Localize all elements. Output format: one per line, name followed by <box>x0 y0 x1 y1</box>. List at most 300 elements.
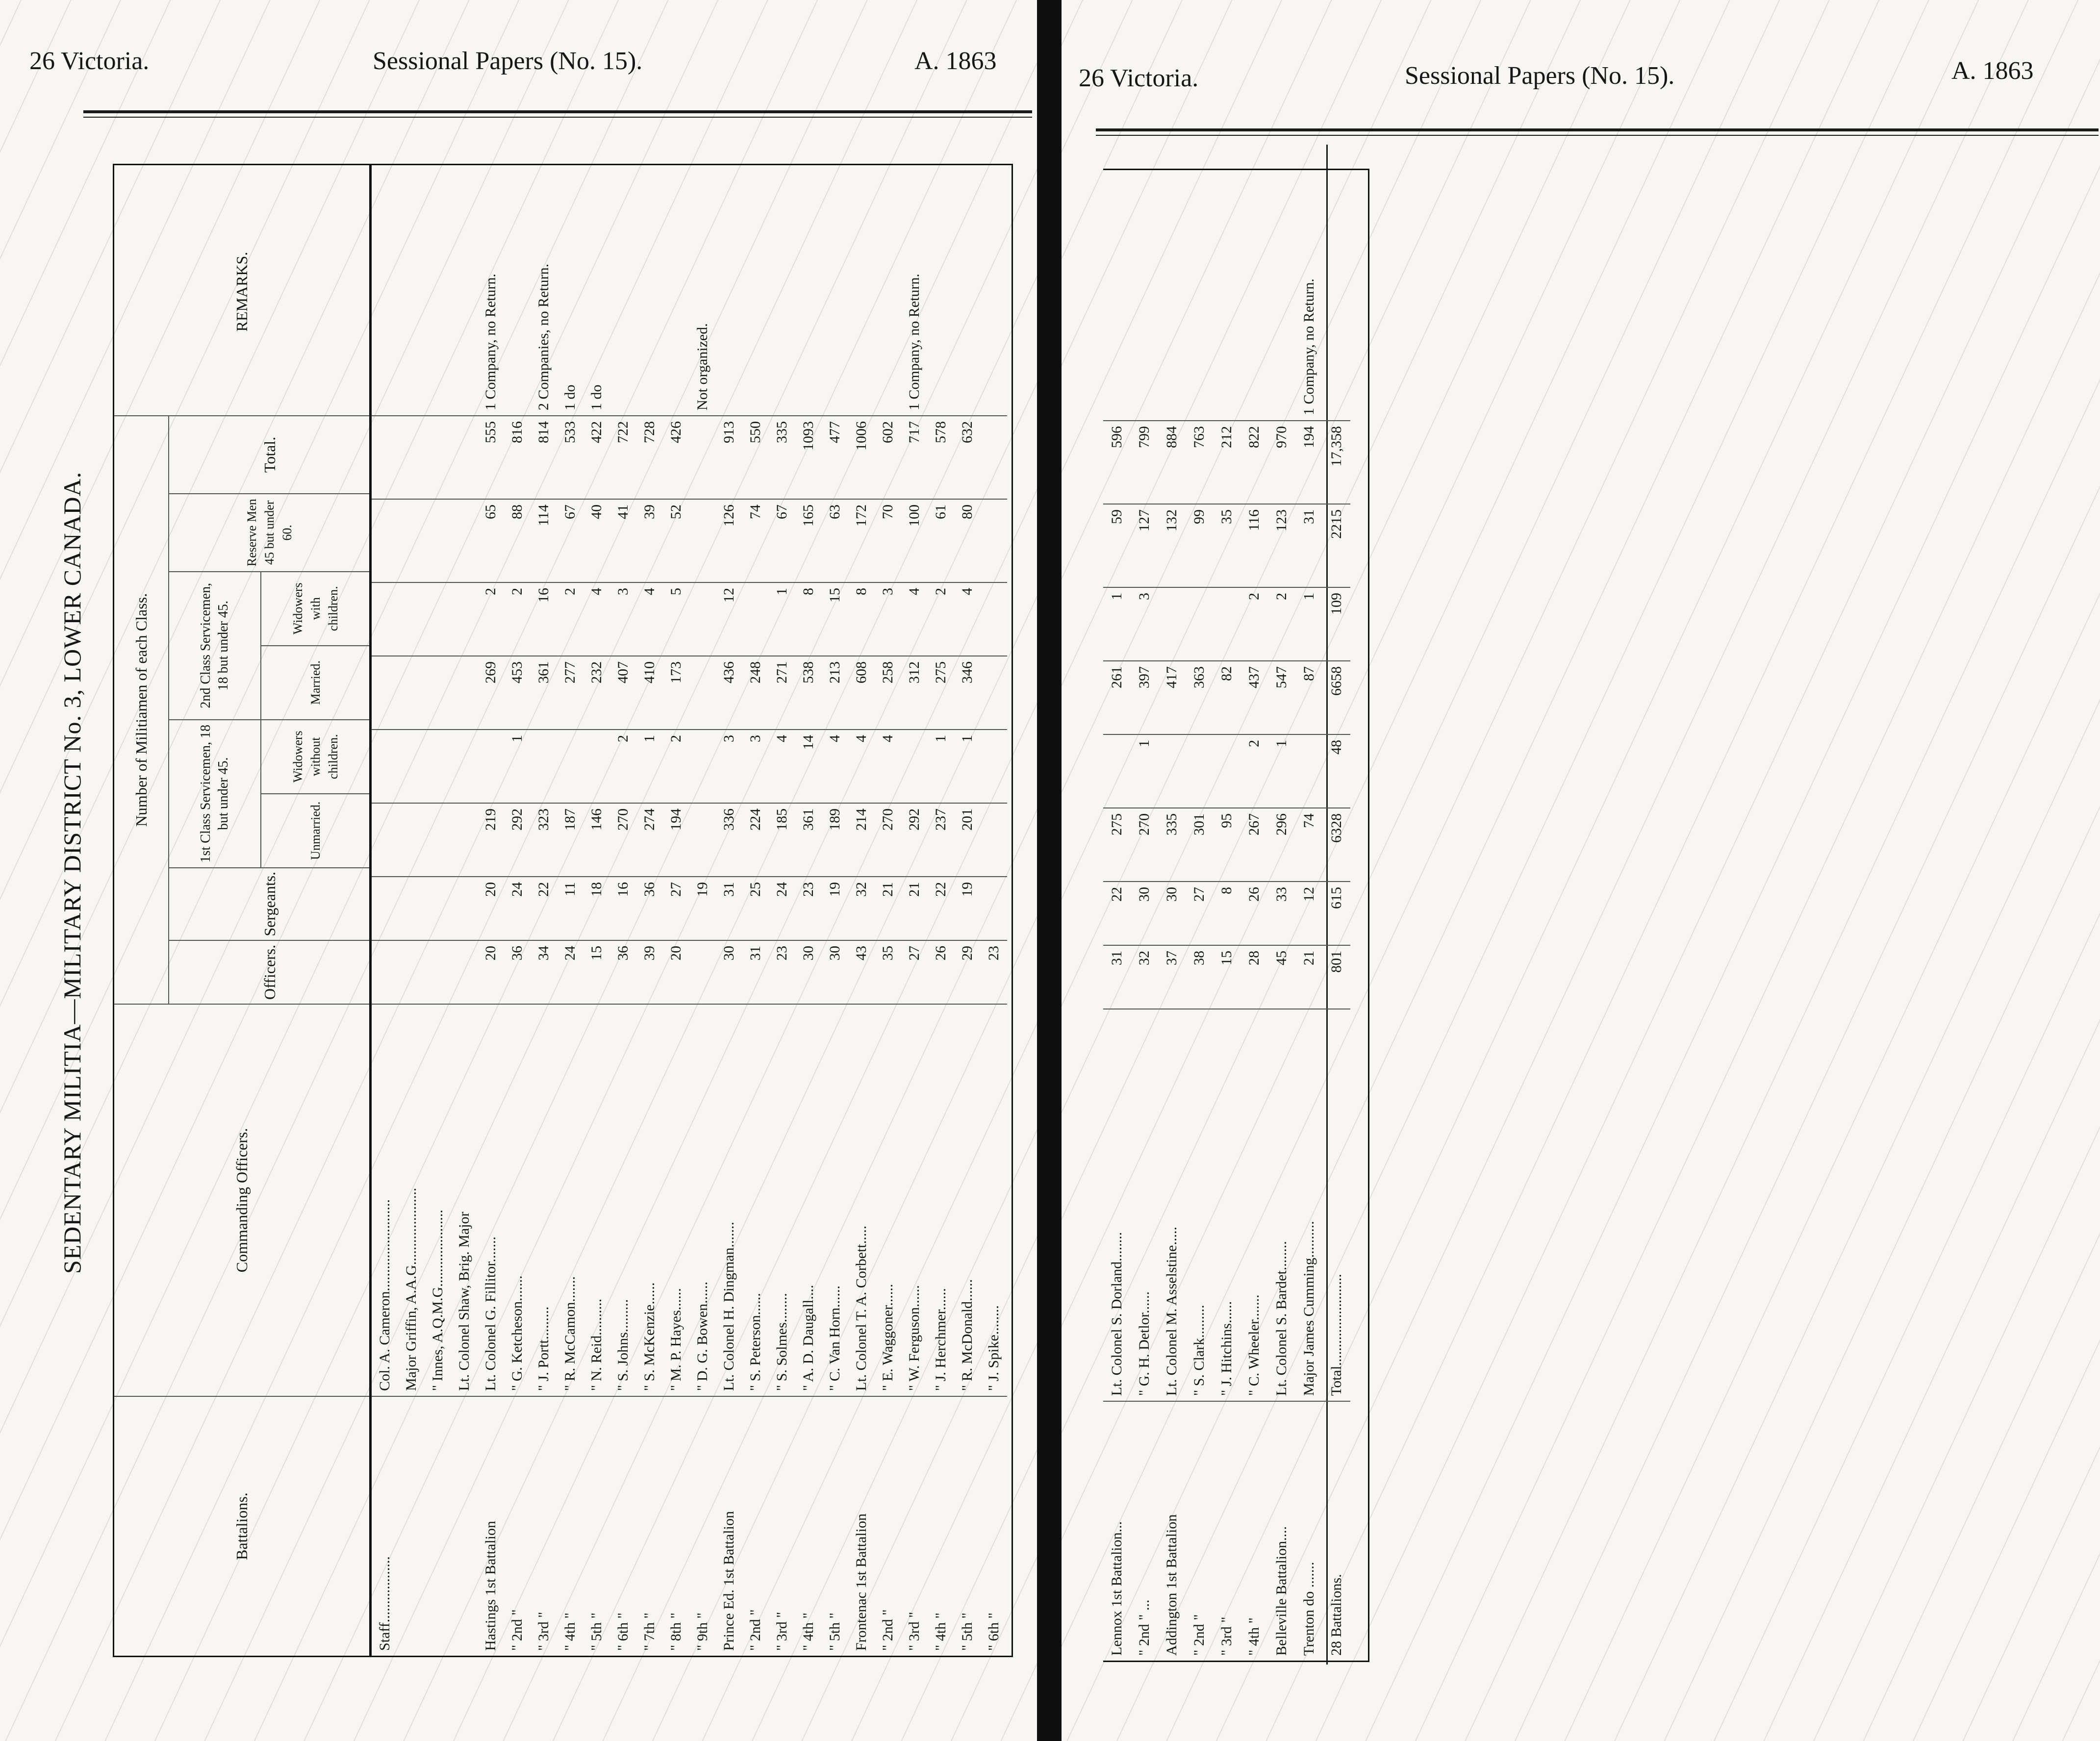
cell-widowers-without <box>1103 734 1131 807</box>
cell-married: 277 <box>557 656 583 729</box>
cell-unmarried: 146 <box>583 803 610 876</box>
cell-married: 82 <box>1213 660 1240 734</box>
cell-officers <box>689 940 716 1004</box>
cell-battalion: Staff.................. <box>372 1396 398 1656</box>
cell-officers: 21 <box>1295 945 1323 1009</box>
cell-officer: " W. Ferguson...... <box>901 1004 928 1396</box>
cell-battalion: " 5th " <box>583 1396 610 1656</box>
cell-remarks <box>981 168 1007 415</box>
table-row <box>875 165 901 1656</box>
header-left: 26 Victoria. <box>1079 64 1199 92</box>
cell-sergeants: 23 <box>795 876 822 940</box>
table-row <box>1158 170 1186 1661</box>
cell-officer: " S. Solmes........ <box>769 1004 795 1396</box>
cell-remarks <box>451 168 478 415</box>
cell-sergeants <box>425 876 451 940</box>
cell-widowers-with <box>372 582 398 656</box>
cell-reserve <box>425 499 451 582</box>
table-row <box>372 165 398 1656</box>
cell-battalion: " 4th " <box>557 1396 583 1656</box>
cell-widowers-with: 8 <box>848 582 875 656</box>
cell-married: 6658 <box>1323 660 1350 734</box>
col-commanding-officers: Commanding Officers. <box>114 1004 369 1396</box>
cell-officers: 27 <box>901 940 928 1004</box>
cell-total <box>425 415 451 499</box>
cell-unmarried: 95 <box>1213 807 1240 881</box>
cell-remarks <box>398 168 425 415</box>
cell-total: 1006 <box>848 415 875 499</box>
table-row <box>557 165 583 1656</box>
cell-reserve: 116 <box>1240 504 1268 587</box>
cell-total: 884 <box>1158 420 1186 504</box>
cell-battalion: Frontenac 1st Battalion <box>848 1396 875 1656</box>
cell-officer: Lt. Colonel S. Dorland........ <box>1103 1009 1131 1401</box>
cell-married: 436 <box>716 656 742 729</box>
cell-sergeants: 22 <box>928 876 954 940</box>
col-officers: Officers. <box>169 940 369 1004</box>
cell-sergeants: 11 <box>557 876 583 940</box>
col-first-class: 1st Class Servicemen, 18 but under 45. <box>169 720 261 867</box>
cell-officer: " J. Portt......... <box>531 1004 557 1396</box>
cell-sergeants: 31 <box>716 876 742 940</box>
cell-officer: Col. A. Cameron......................... <box>372 1004 398 1396</box>
cell-battalion: " 8th " <box>663 1396 689 1656</box>
header-right: A. 1863 <box>1951 57 2034 85</box>
cell-total: 550 <box>742 415 769 499</box>
cell-officer: Total......................... <box>1323 1009 1350 1401</box>
cell-reserve: 67 <box>557 499 583 582</box>
cell-officers: 36 <box>504 940 531 1004</box>
militia-table-continued <box>1103 169 1369 1662</box>
cell-married: 173 <box>663 656 689 729</box>
cell-sergeants <box>372 876 398 940</box>
cell-unmarried: 185 <box>769 803 795 876</box>
cell-battalion: 28 Battalions. <box>1323 1401 1350 1661</box>
cell-total <box>981 415 1007 499</box>
cell-widowers-with: 2 <box>478 582 504 656</box>
cell-total: 799 <box>1131 420 1158 504</box>
cell-unmarried: 274 <box>636 803 663 876</box>
cell-unmarried: 323 <box>531 803 557 876</box>
cell-widowers-with: 4 <box>954 582 981 656</box>
cell-remarks <box>716 168 742 415</box>
cell-remarks: Not organized. <box>694 323 710 410</box>
cell-total: 335 <box>769 415 795 499</box>
cell-battalion: Hastings 1st Battalion <box>478 1396 504 1656</box>
cell-widowers-without: 1 <box>928 729 954 803</box>
cell-officers: 37 <box>1158 945 1186 1009</box>
cell-reserve: 132 <box>1158 504 1186 587</box>
cell-widowers-with <box>1213 587 1240 660</box>
header-right: A. 1863 <box>914 47 997 75</box>
cell-unmarried: 270 <box>1131 807 1158 881</box>
cell-officer: " C. Wheeler....... <box>1240 1009 1268 1401</box>
cell-officer: " N. Reid.......... <box>583 1004 610 1396</box>
cell-total: 422 <box>583 415 610 499</box>
cell-widowers-with: 2 <box>557 582 583 656</box>
cell-remarks <box>848 168 875 415</box>
cell-unmarried: 361 <box>795 803 822 876</box>
table-row <box>848 165 875 1656</box>
cell-widowers-without <box>1186 734 1213 807</box>
table-row <box>1295 170 1323 1661</box>
cell-widowers-without: 3 <box>742 729 769 803</box>
cell-remarks <box>1213 173 1240 420</box>
cell-officers: 45 <box>1268 945 1295 1009</box>
cell-married: 271 <box>769 656 795 729</box>
cell-battalion: Trenton do ....... <box>1295 1401 1323 1661</box>
cell-battalion: " 5th " <box>822 1396 848 1656</box>
cell-battalion: " 5th " <box>954 1396 981 1656</box>
cell-sergeants: 19 <box>954 876 981 940</box>
cell-officer: " S. Johns......... <box>610 1004 636 1396</box>
cell-officers: 35 <box>875 940 901 1004</box>
cell-remarks <box>1323 173 1350 420</box>
cell-widowers-without <box>451 729 478 803</box>
cell-unmarried <box>689 803 716 876</box>
cell-sergeants: 21 <box>875 876 901 940</box>
cell-officer: " G. Ketcheson....... <box>504 1004 531 1396</box>
cell-remarks <box>1158 173 1186 420</box>
cell-officer: Lt. Colonel S. Bardet........ <box>1268 1009 1295 1401</box>
cell-total: 426 <box>663 415 689 499</box>
cell-widowers-without <box>901 729 928 803</box>
cell-sergeants: 24 <box>769 876 795 940</box>
cell-sergeants: 26 <box>1240 881 1268 945</box>
cell-widowers-without: 2 <box>1240 734 1268 807</box>
cell-reserve: 63 <box>822 499 848 582</box>
cell-widowers-without: 48 <box>1323 734 1350 807</box>
cell-officers: 15 <box>1213 945 1240 1009</box>
cell-officer: " J. Hitchins...... <box>1213 1009 1240 1401</box>
cell-widowers-with <box>398 582 425 656</box>
cell-officers: 23 <box>769 940 795 1004</box>
cell-widowers-without <box>425 729 451 803</box>
col-total: Total. <box>261 436 278 473</box>
header-rule <box>83 110 1032 113</box>
cell-total: 632 <box>954 415 981 499</box>
cell-married <box>451 656 478 729</box>
cell-widowers-with: 5 <box>663 582 689 656</box>
cell-married <box>689 656 716 729</box>
cell-battalion: Belleville Battalion.... <box>1268 1401 1295 1661</box>
cell-reserve: 31 <box>1295 504 1323 587</box>
cell-officers: 26 <box>928 940 954 1004</box>
cell-remarks: 1 Company, no Return. <box>482 274 499 410</box>
cell-remarks: 1 Company, no Return. <box>1301 278 1317 415</box>
cell-widowers-with <box>1158 587 1186 660</box>
cell-widowers-without <box>1295 734 1323 807</box>
cell-married: 437 <box>1240 660 1268 734</box>
cell-remarks <box>372 168 398 415</box>
cell-reserve: 80 <box>954 499 981 582</box>
cell-widowers-with <box>689 582 716 656</box>
cell-widowers-without: 4 <box>769 729 795 803</box>
table-row <box>663 165 689 1656</box>
cell-officers <box>398 940 425 1004</box>
table-body <box>1103 170 1350 1661</box>
cell-officer: " G. H. Detlor...... <box>1131 1009 1158 1401</box>
cell-widowers-without: 1 <box>1268 734 1295 807</box>
cell-battalion: " 2nd " <box>742 1396 769 1656</box>
cell-battalion: " 4th " <box>795 1396 822 1656</box>
cell-widowers-without: 1 <box>1131 734 1158 807</box>
table-row <box>716 165 742 1656</box>
cell-unmarried: 214 <box>848 803 875 876</box>
cell-sergeants: 8 <box>1213 881 1240 945</box>
cell-officer: " D. G. Bowen...... <box>689 1004 716 1396</box>
table-row <box>1131 170 1158 1661</box>
cell-widowers-with: 2 <box>928 582 954 656</box>
cell-unmarried: 201 <box>954 803 981 876</box>
cell-unmarried <box>425 803 451 876</box>
cell-unmarried <box>451 803 478 876</box>
cell-married: 397 <box>1131 660 1158 734</box>
cell-widowers-with: 2 <box>504 582 531 656</box>
cell-married: 410 <box>636 656 663 729</box>
cell-widowers-with: 3 <box>610 582 636 656</box>
table-row <box>398 165 425 1656</box>
cell-sergeants: 19 <box>689 876 716 940</box>
table-header <box>114 165 372 1656</box>
cell-widowers-with <box>1186 587 1213 660</box>
cell-total: 763 <box>1186 420 1213 504</box>
header-left: 26 Victoria. <box>29 47 150 75</box>
cell-remarks: 1 do <box>562 384 578 410</box>
cell-reserve: 67 <box>769 499 795 582</box>
cell-widowers-with: 3 <box>1131 587 1158 660</box>
cell-sergeants: 30 <box>1131 881 1158 945</box>
page-title: SEDENTARY MILITIA—MILITARY DISTRICT No. 3, LOWER CANADA. <box>58 471 86 1274</box>
cell-officer: " R. McDonald...... <box>954 1004 981 1396</box>
cell-sergeants <box>451 876 478 940</box>
table-row <box>504 165 531 1656</box>
cell-officers: 23 <box>981 940 1007 1004</box>
header-center: Sessional Papers (No. 15). <box>373 47 643 75</box>
cell-officers: 30 <box>716 940 742 1004</box>
cell-officers: 20 <box>478 940 504 1004</box>
cell-officer: " S. Peterson...... <box>742 1004 769 1396</box>
cell-reserve <box>372 499 398 582</box>
cell-officer: Lt. Colonel M. Asselstine..... <box>1158 1009 1186 1401</box>
table-row <box>1268 170 1295 1661</box>
table-row <box>451 165 478 1656</box>
cell-reserve: 88 <box>504 499 531 582</box>
cell-remarks <box>1186 173 1213 420</box>
cell-officer: Major James Cumming.......... <box>1295 1009 1323 1401</box>
cell-widowers-with: 1 <box>1103 587 1131 660</box>
cell-sergeants: 21 <box>901 876 928 940</box>
cell-battalion: " 4th " <box>1240 1401 1268 1661</box>
cell-officers: 39 <box>636 940 663 1004</box>
cell-widowers-without <box>531 729 557 803</box>
cell-officers: 31 <box>1103 945 1131 1009</box>
cell-reserve <box>981 499 1007 582</box>
cell-officer: Major Griffin, A.A.G..................... <box>398 1004 425 1396</box>
cell-total <box>372 415 398 499</box>
cell-widowers-without: 3 <box>716 729 742 803</box>
cell-remarks <box>1268 173 1295 420</box>
cell-reserve: 52 <box>663 499 689 582</box>
cell-widowers-without <box>478 729 504 803</box>
cell-battalion <box>451 1396 478 1656</box>
cell-officers <box>451 940 478 1004</box>
cell-remarks <box>875 168 901 415</box>
cell-widowers-without <box>1158 734 1186 807</box>
cell-battalion: " 2nd " <box>504 1396 531 1656</box>
table-row <box>636 165 663 1656</box>
cell-married: 538 <box>795 656 822 729</box>
cell-remarks <box>1131 173 1158 420</box>
cell-reserve: 99 <box>1186 504 1213 587</box>
cell-total: 555 <box>478 415 504 499</box>
cell-sergeants: 25 <box>742 876 769 940</box>
cell-remarks <box>928 168 954 415</box>
cell-widowers-without: 1 <box>954 729 981 803</box>
cell-officers: 36 <box>610 940 636 1004</box>
table-row <box>531 165 557 1656</box>
cell-married: 312 <box>901 656 928 729</box>
cell-battalion <box>398 1396 425 1656</box>
cell-widowers-with: 16 <box>531 582 557 656</box>
cell-unmarried <box>981 803 1007 876</box>
cell-reserve: 2215 <box>1323 504 1350 587</box>
cell-married <box>398 656 425 729</box>
cell-remarks <box>954 168 981 415</box>
cell-remarks <box>610 168 636 415</box>
cell-officer: " M. P. Hayes...... <box>663 1004 689 1396</box>
table-row <box>795 165 822 1656</box>
cell-reserve: 59 <box>1103 504 1131 587</box>
cell-remarks <box>425 168 451 415</box>
cell-total: 913 <box>716 415 742 499</box>
cell-battalion: " 3rd " <box>901 1396 928 1656</box>
cell-unmarried <box>372 803 398 876</box>
cell-widowers-with: 4 <box>901 582 928 656</box>
cell-widowers-with: 1 <box>1295 587 1323 660</box>
cell-reserve: 39 <box>636 499 663 582</box>
cell-sergeants: 32 <box>848 876 875 940</box>
cell-battalion: " 3rd " <box>769 1396 795 1656</box>
table-row <box>742 165 769 1656</box>
cell-battalion: " 6th " <box>981 1396 1007 1656</box>
cell-remarks <box>769 168 795 415</box>
cell-total: 822 <box>1240 420 1268 504</box>
table-row <box>478 165 504 1656</box>
table-row <box>1213 170 1240 1661</box>
cell-battalion: " 7th " <box>636 1396 663 1656</box>
cell-total: 477 <box>822 415 848 499</box>
cell-remarks <box>795 168 822 415</box>
cell-married: 213 <box>822 656 848 729</box>
cell-sergeants: 20 <box>478 876 504 940</box>
header-rule-thin <box>1096 135 2099 136</box>
cell-married: 275 <box>928 656 954 729</box>
col-battalions: Battalions. <box>114 1396 369 1656</box>
cell-sergeants: 36 <box>636 876 663 940</box>
cell-sergeants: 18 <box>583 876 610 940</box>
cell-total <box>451 415 478 499</box>
cell-married: 232 <box>583 656 610 729</box>
cell-officer: " J. Herchmer...... <box>928 1004 954 1396</box>
cell-married: 453 <box>504 656 531 729</box>
cell-married: 261 <box>1103 660 1131 734</box>
cell-total <box>689 415 716 499</box>
cell-officers: 24 <box>557 940 583 1004</box>
cell-unmarried: 189 <box>822 803 848 876</box>
cell-officers: 28 <box>1240 945 1268 1009</box>
cell-married: 407 <box>610 656 636 729</box>
cell-officers: 43 <box>848 940 875 1004</box>
header-center: Sessional Papers (No. 15). <box>1405 62 1675 90</box>
cell-unmarried: 292 <box>901 803 928 876</box>
cell-unmarried: 336 <box>716 803 742 876</box>
cell-sergeants: 16 <box>610 876 636 940</box>
cell-officers <box>372 940 398 1004</box>
cell-sergeants: 24 <box>504 876 531 940</box>
cell-widowers-without: 2 <box>663 729 689 803</box>
cell-widowers-with: 4 <box>583 582 610 656</box>
cell-remarks <box>1240 173 1268 420</box>
col-number-group <box>114 415 369 1004</box>
cell-reserve: 40 <box>583 499 610 582</box>
table-row <box>928 165 954 1656</box>
cell-unmarried <box>398 803 425 876</box>
cell-married: 87 <box>1295 660 1323 734</box>
cell-battalion: Addington 1st Battalion <box>1158 1401 1186 1661</box>
table-body <box>372 165 1007 1656</box>
cell-battalion: " 2nd " <box>875 1396 901 1656</box>
cell-unmarried: 6328 <box>1323 807 1350 881</box>
cell-total: 814 <box>531 415 557 499</box>
cell-married: 269 <box>478 656 504 729</box>
table-row <box>981 165 1007 1656</box>
cell-widowers-with: 1 <box>769 582 795 656</box>
cell-sergeants: 615 <box>1323 881 1350 945</box>
cell-officer: " J. Spike........ <box>981 1004 1007 1396</box>
cell-officers: 38 <box>1186 945 1213 1009</box>
table-row <box>689 165 716 1656</box>
cell-officer: " S. Clark......... <box>1186 1009 1213 1401</box>
table-row <box>610 165 636 1656</box>
cell-widowers-without <box>557 729 583 803</box>
table-row <box>1103 170 1131 1661</box>
cell-widowers-with <box>425 582 451 656</box>
cell-total: 1093 <box>795 415 822 499</box>
cell-widowers-without <box>689 729 716 803</box>
cell-widowers-with <box>742 582 769 656</box>
cell-widowers-without: 4 <box>875 729 901 803</box>
cell-battalion: " 2nd " ... <box>1131 1401 1158 1661</box>
cell-total <box>398 415 425 499</box>
cell-remarks <box>742 168 769 415</box>
col-reserve: Reserve Men 45 but under 60. <box>169 493 369 571</box>
cell-reserve: 114 <box>531 499 557 582</box>
cell-battalion: " 9th " <box>689 1396 716 1656</box>
cell-unmarried: 267 <box>1240 807 1268 881</box>
table-row <box>1240 170 1268 1661</box>
cell-unmarried: 270 <box>875 803 901 876</box>
cell-reserve: 126 <box>716 499 742 582</box>
cell-officer: " Innes, A.Q.M.G..................... <box>425 1004 451 1396</box>
cell-reserve: 61 <box>928 499 954 582</box>
cell-battalion <box>425 1396 451 1656</box>
cell-officers: 32 <box>1131 945 1158 1009</box>
col-married: Married. <box>261 645 369 719</box>
cell-battalion: " 3rd " <box>1213 1401 1240 1661</box>
cell-widowers-without <box>981 729 1007 803</box>
cell-widowers-with: 12 <box>716 582 742 656</box>
